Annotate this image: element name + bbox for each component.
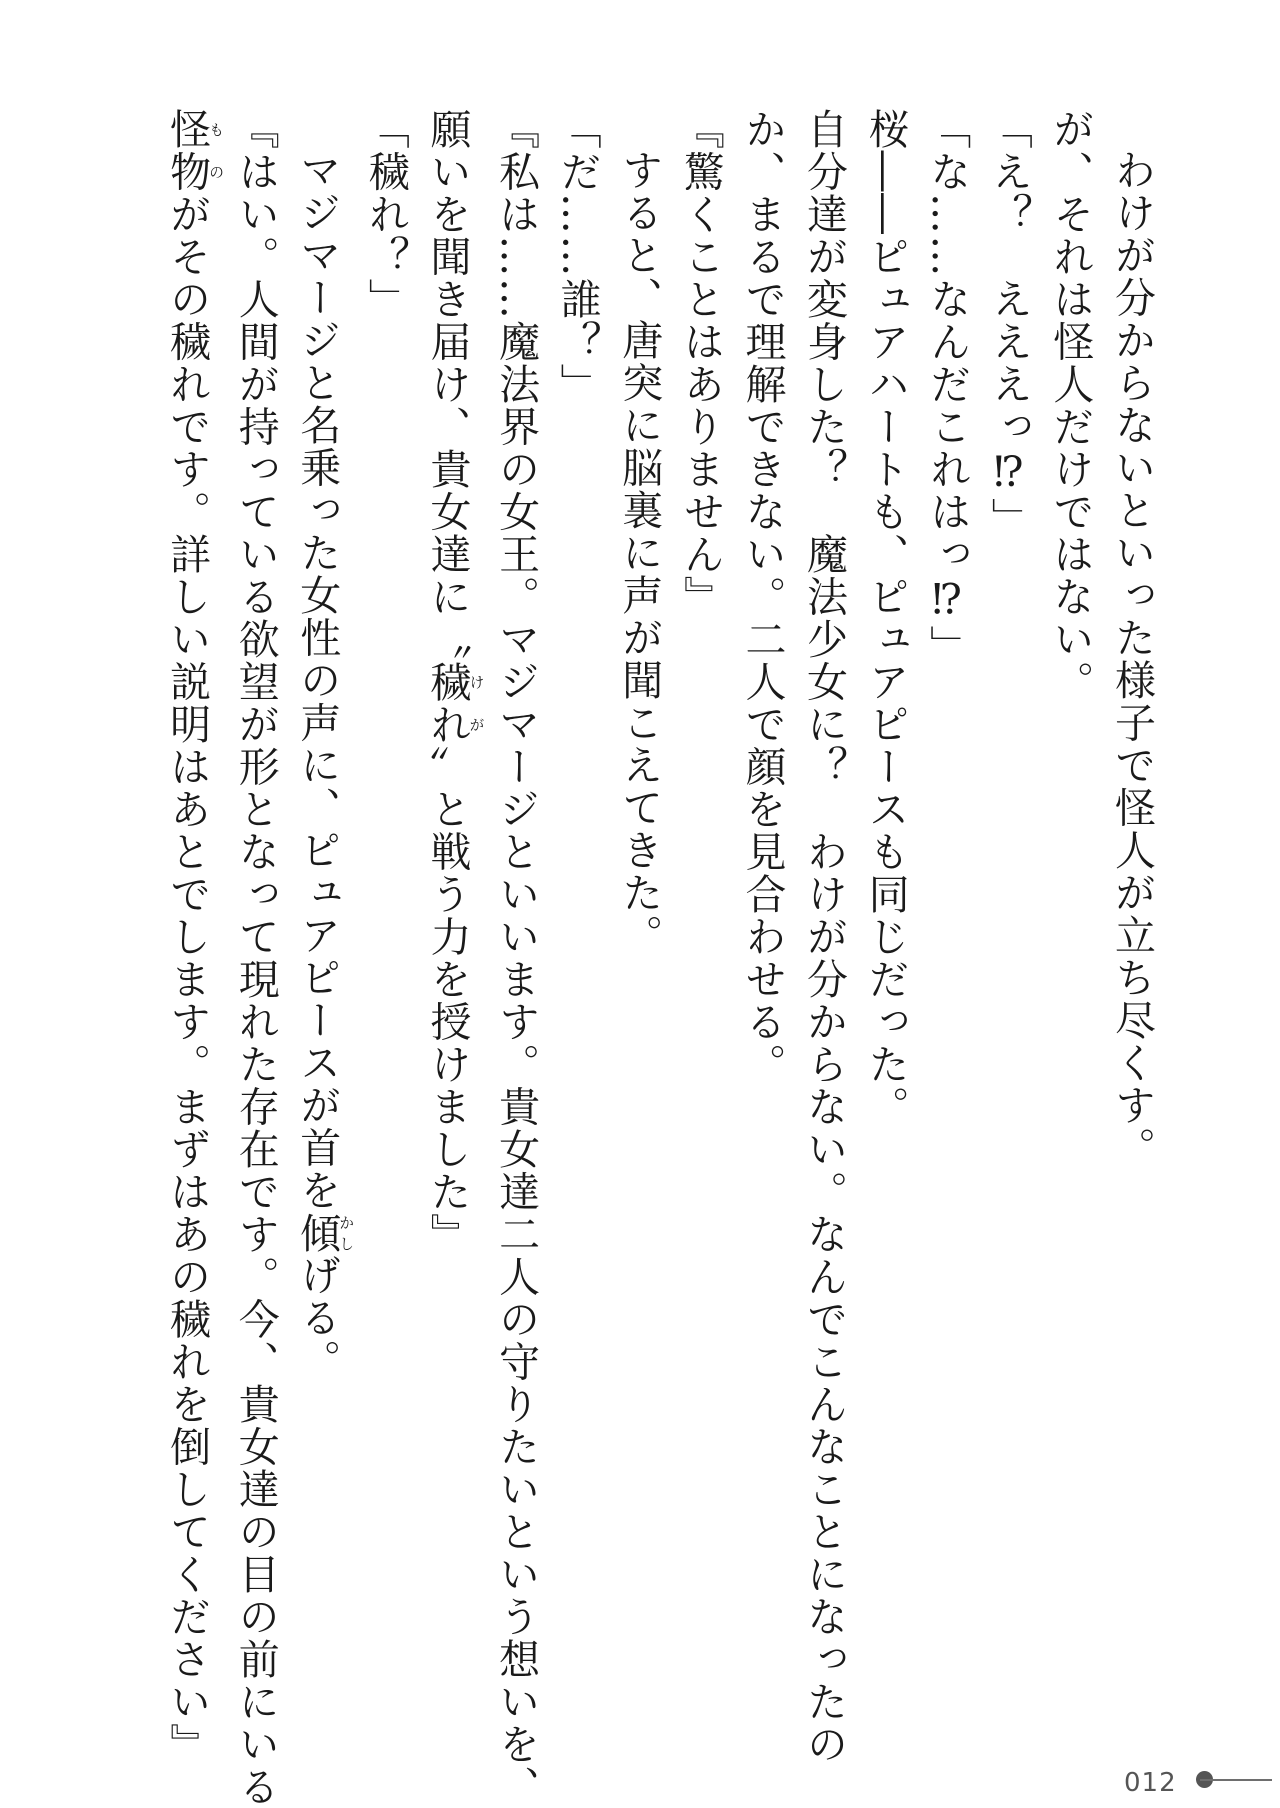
text-line-3: 「え？ えええっ⁉」 xyxy=(984,108,1033,540)
text-line-9: すると、唐突に脳裏に声が聞こえてきた。 xyxy=(615,149,664,957)
page-number: 012 xyxy=(1124,1768,1177,1798)
ruby-katamuke-base: 傾 xyxy=(293,1211,342,1254)
ruby-katamuke-reading: かし xyxy=(337,1211,356,1254)
ruby-kaibutsu xyxy=(163,108,226,193)
ruby-kegare-base: 穢れ xyxy=(423,660,472,746)
text-line-12-start: 願いを聞き届け、貴女達に〝 xyxy=(423,108,472,661)
text-line-4: 「な……なんだこれはっ⁉」 xyxy=(923,108,972,668)
text-line-14 xyxy=(286,108,355,1728)
ruby-kegare-reading: けが xyxy=(467,660,486,746)
ruby-kegare xyxy=(423,660,486,746)
text-line-12-end: 〟と戦う力を授けました』 xyxy=(423,745,472,1256)
text-line-14-start: マジマージと名乗った女性の声に、ピュアピースが首を xyxy=(293,149,342,1212)
text-line-16 xyxy=(156,108,226,1766)
page-number-rule xyxy=(1200,1779,1272,1781)
text-line-8: 『驚くことはありません』 xyxy=(676,108,725,618)
text-line-12 xyxy=(416,108,485,1728)
text-line-7: か、まるで理解できない。二人で顔を見合わせる。 xyxy=(738,108,787,1086)
text-line-16-end: がその穢れです。詳しい説明はあとでします。まずはあの穢れを倒してください』 xyxy=(163,193,212,1766)
ruby-kaibutsu-reading: もの xyxy=(207,108,226,193)
text-line-1: わけが分からないといった様子で怪人が立ち尽くす。 xyxy=(1108,149,1156,1169)
text-line-11: 『私は……魔法界の女王。マジマージといいます。貴女達二人の守りたいという想いを、 xyxy=(492,108,541,1808)
ruby-katamuke xyxy=(293,1211,356,1255)
text-line-14-end: げる。 xyxy=(293,1254,342,1382)
text-line-6: 自分達が変身した？ 魔法少女に？ わけが分からない。なんでこんなことになったの xyxy=(800,108,849,1766)
text-line-13: 「穢れ？」 xyxy=(361,108,410,321)
text-line-10: 「だ……誰？」 xyxy=(553,108,602,406)
text-line-15: 『はい。人間が持っている欲望が形となって現れた存在です。今、貴女達の目の前にいる xyxy=(231,108,280,1808)
ruby-kaibutsu-base: 怪物 xyxy=(163,108,212,193)
text-line-2: が、それは怪人だけではない。 xyxy=(1046,108,1095,703)
text-line-5: 桜――ピュアハートも、ピュアピースも同じだった。 xyxy=(861,108,910,1128)
